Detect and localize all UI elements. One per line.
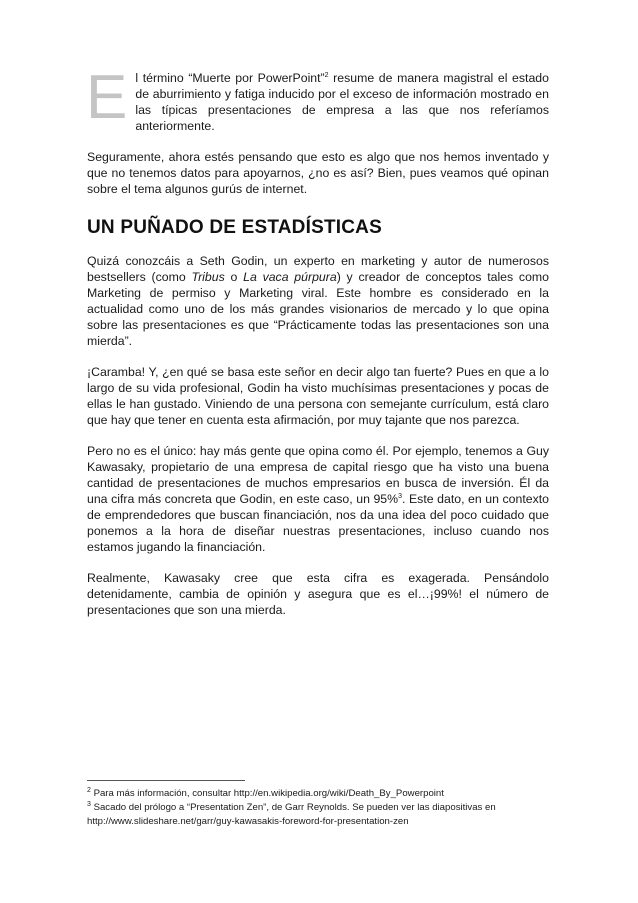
section-heading: UN PUÑADO DE ESTADÍSTICAS: [87, 217, 382, 238]
footnotes: [87, 780, 549, 829]
book-title-vaca-purpura: La vaca púrpura: [243, 270, 337, 284]
document-body: [86, 63, 550, 618]
kawasaky-text-a: Pero no es el único: hay más gente que opina como él. Por ejemplo, tenemos a Guy Kawasaky, propietario de una empresa de capital riesgo que ha visto una buena cantidad de presentaciones de muchos empresarios en busca de inversión. Él da una cifra más concreta que Godin, en este caso, un 95%: [87, 444, 549, 506]
footnote-2-number: 2: [87, 786, 91, 794]
footnote-2: [87, 787, 549, 801]
intro-paragraph-2: Seguramente, ahora estés pensando que esto es algo que nos hemos inventado y que no tenemos datos para apoyarnos, ¿no es así? Bien, pues veamos qué opinan sobre el tema algunos gurús de internet.: [87, 150, 549, 196]
footnote-3-number: 3: [87, 800, 91, 808]
footnote-3: [87, 801, 549, 829]
intro-text-b: resume de manera magistral el estado de aburrimiento y fatiga inducido por el exceso de información mostrado en las típicas presentaciones de empresa a las que nos referíamos anteriormente.: [135, 71, 549, 133]
footnote-ref-2: 2: [324, 71, 329, 79]
paragraph-kawasaky: [87, 443, 549, 555]
paragraph-godin: [87, 253, 549, 349]
kawasaky-text-b: . Este dato, en un contexto de emprendedores que buscan financiación, nos da una idea del poco cuidado que ponemos a la hora de diseñar nuestras presentaciones, incluso cuando nos estamos jugando la financiación.: [87, 492, 550, 554]
godin-text-a: Quizá conozcáis a Seth Godin, un experto en marketing y autor de numerosos bestsellers (como: [87, 254, 549, 284]
footnote-3-text: Sacado del prólogo a “Presentation Zen”, de Garr Reynolds. Se pueden ver las diapositivas en http://www.slideshare.net/garr/guy-kawasakis-foreword-for-presentation-zen: [87, 802, 496, 827]
godin-text-c: ) y creador de conceptos tales como Marketing de permiso y Marketing viral. Este hombre es considerado en la actualidad como uno de los más grandes visionarios de mercado y lo que opina sobre las presentaciones es que “Prácticamente todas las presentaciones son una mierda”.: [87, 270, 550, 348]
intro-paragraph: [86, 63, 549, 134]
book-title-tribus: Tribus: [191, 270, 225, 284]
paragraph-caramba: ¡Caramba! Y, ¿en qué se basa este señor en decir algo tan fuerte? Pues en que a lo largo de su vida profesional, Godin ha visto muchísimas presentaciones y pocas de ellas le han gustado. Viniendo de una persona con semejante currículum, está claro que hay que tener en cuenta esta afirmación, por muy tajante que nos parezca.: [87, 365, 549, 427]
footnote-ref-3: 3: [398, 492, 402, 500]
intro-text-a: l término “Muerte por PowerPoint”: [135, 71, 325, 85]
drop-cap: E: [86, 63, 128, 132]
godin-text-b: o: [224, 270, 244, 284]
paragraph-realmente: Realmente, Kawasaky cree que esta cifra es exagerada. Pensándolo detenidamente, cambia de opinión y asegura que es el…¡99%! el número de presentaciones que son una mierda.: [87, 571, 549, 617]
footnote-2-text: Para más información, consultar http://en.wikipedia.org/wiki/Death_By_Powerpoint: [90, 788, 444, 799]
footnote-divider: [87, 780, 245, 781]
